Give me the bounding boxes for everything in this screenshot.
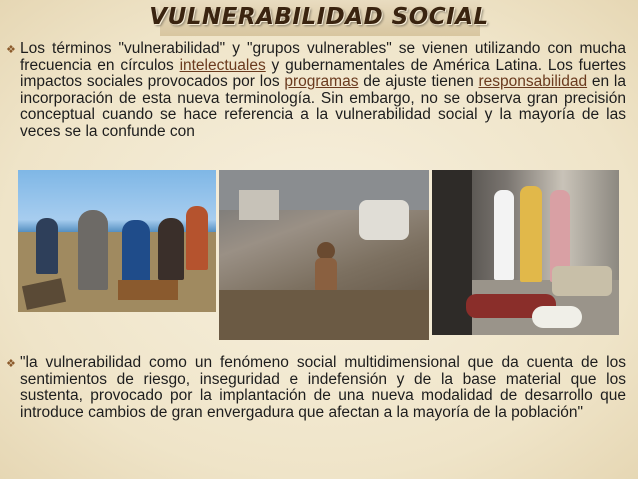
dog [532,306,582,328]
person-figure [186,206,208,270]
photo-street-homeless [432,170,619,335]
paragraph-1 [20,41,626,170]
pedestrian [494,190,514,280]
paragraph-1-text-a: Los términos "vulnerabilidad" y "grupos vulnerables" se vienen utilizando con mucha frecuencia en círculos [20,41,626,74]
slide-title: VULNERABILIDAD SOCIAL [149,4,489,30]
bullet-icon: ❖ [6,44,16,56]
photo-child-in-rubble [219,170,429,340]
bullet-icon: ❖ [6,358,16,370]
crate [118,280,178,300]
link-intelectuales[interactable]: intelectuales [179,56,266,74]
link-programas[interactable]: programas [284,73,359,91]
link-responsabilidad[interactable]: responsabilidad [478,73,588,91]
person-figure [158,218,184,280]
rubble [219,290,429,340]
debris [359,200,409,240]
debris [239,190,279,220]
paragraph-1-text-c: de ajuste tienen [358,73,479,91]
person-figure [78,210,108,290]
bedding [552,266,612,296]
paragraph-1-text-d: en la incorporación de esta nueva terminología. Sin embargo, no se observa gran precisión conceptual cuando se hace referencia a la vulnerabilidad social y la mayoría de las veces se la confunde con [20,73,626,140]
person-figure [36,218,58,274]
photo-coastal-men [18,170,216,312]
paragraph-1-text-b: y gubernamentales de América Latina. Los fuertes impactos sociales provocados por los [20,56,626,91]
paragraph-2: "la vulnerabilidad como un fenómeno social multidimensional que da cuenta de los sentimientos de riesgo, inseguridad e indefensión y de la base material que los sustenta, provocado por la implantación de una nueva modalidad de desarrollo que introduce cambios de gran envergadura que afectan a la mayoría de la población" [20,354,626,421]
child-body [315,258,337,294]
pedestrian [520,186,542,282]
